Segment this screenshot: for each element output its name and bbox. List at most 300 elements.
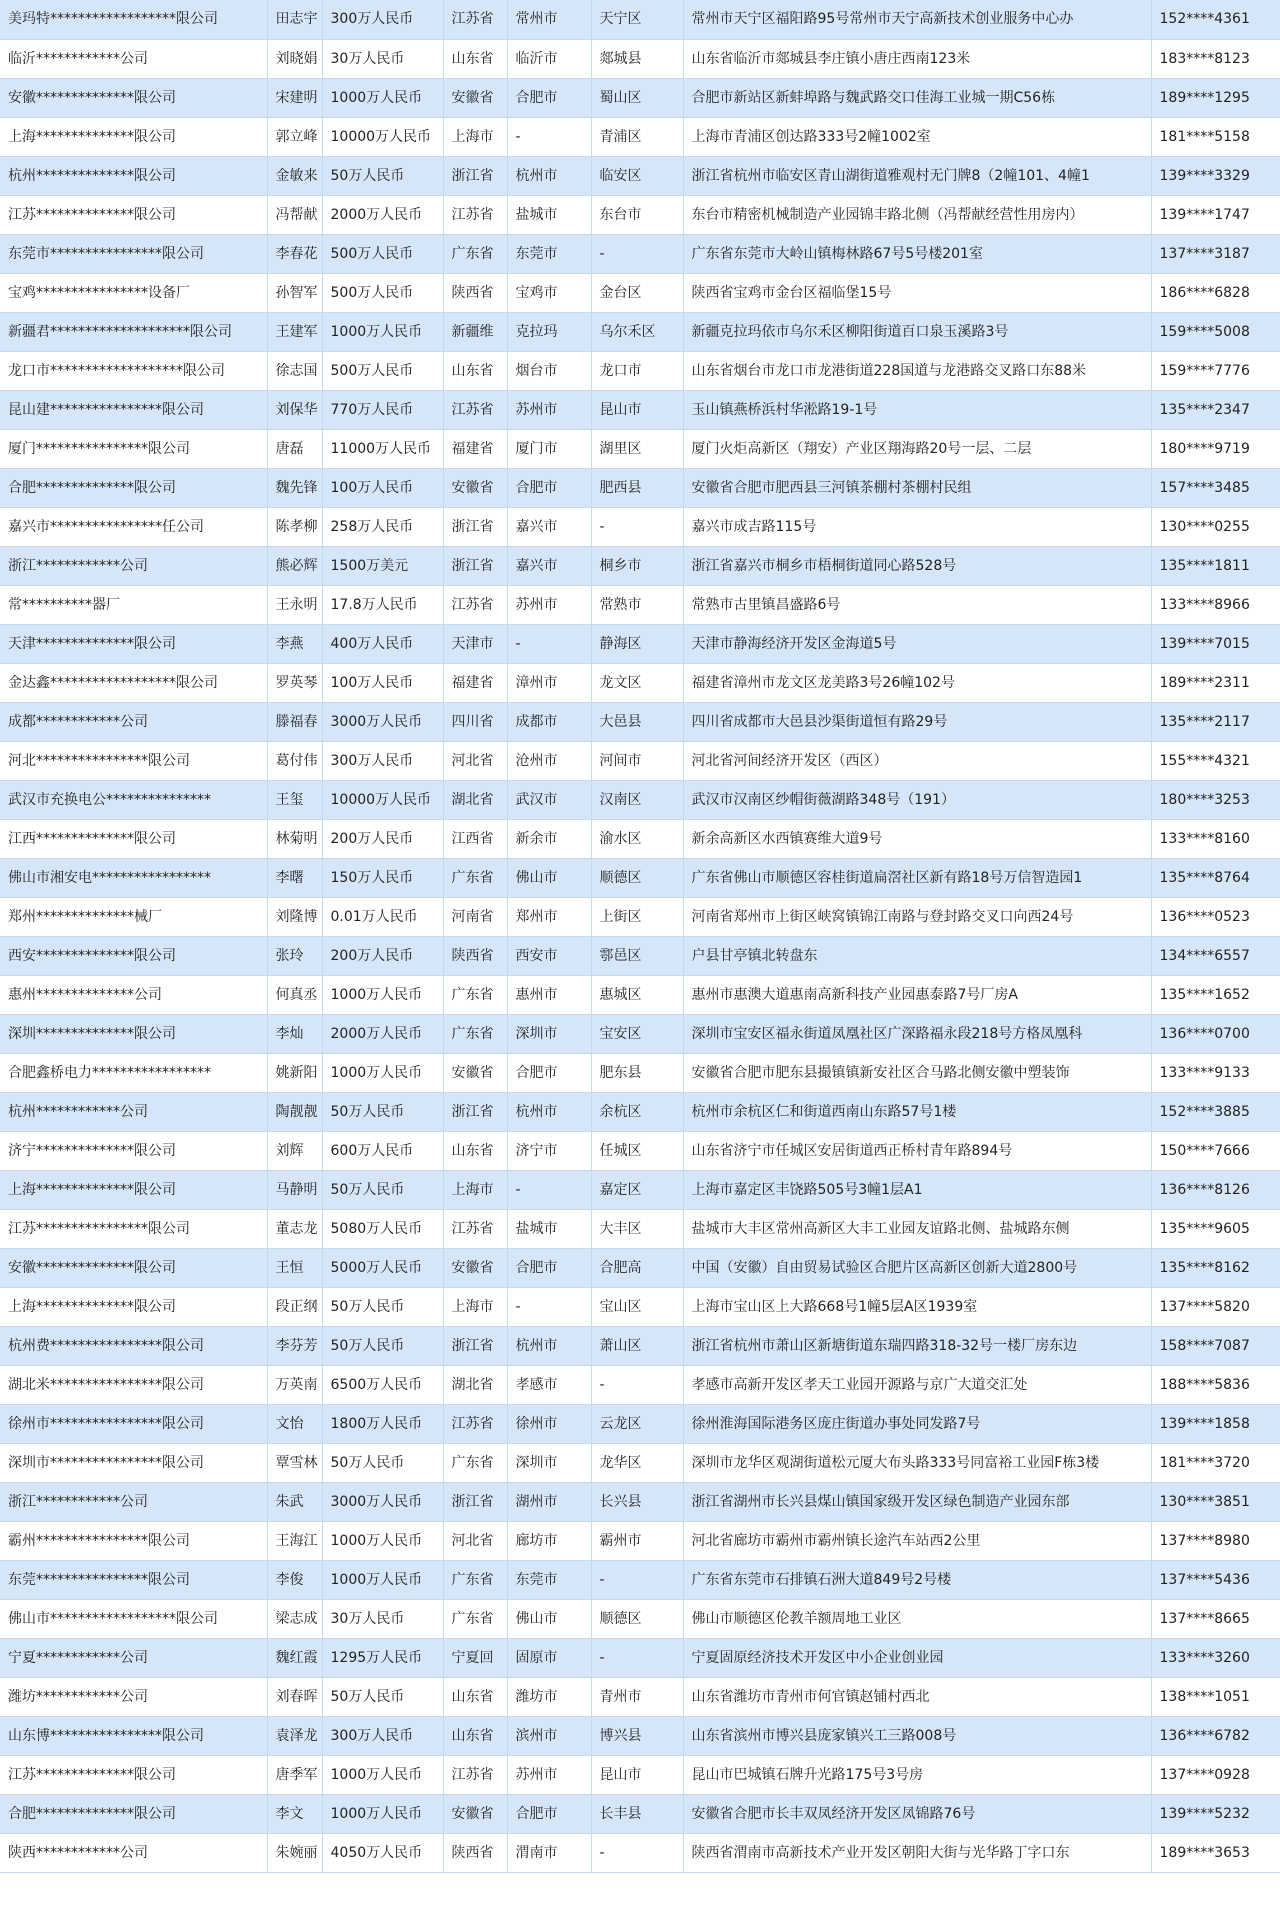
registered-capital-cell: 300万人民币 [322, 1716, 443, 1755]
table-row [0, 273, 1280, 312]
registered-capital-cell: 0.01万人民币 [322, 897, 443, 936]
city-cell: 厦门市 [507, 429, 591, 468]
registered-capital-cell: 1000万人民币 [322, 1053, 443, 1092]
address-cell: 广东省东莞市石排镇石洲大道849号2号楼 [683, 1560, 1151, 1599]
table-row [0, 1716, 1280, 1755]
legal-rep-cell: 李芬芳 [267, 1326, 322, 1365]
table-row [0, 117, 1280, 156]
company-name-cell: 龙口市*******************限公司 [0, 351, 267, 390]
address-cell: 河北省廊坊市霸州市霸州镇长途汽车站西2公里 [683, 1521, 1151, 1560]
table-row [0, 1326, 1280, 1365]
city-cell: 徐州市 [507, 1404, 591, 1443]
table-row [0, 507, 1280, 546]
city-cell: 合肥市 [507, 1248, 591, 1287]
address-cell: 浙江省杭州市临安区青山湖街道雅观村无门牌8（2幢101、4幢1 [683, 156, 1151, 195]
legal-rep-cell: 王海江 [267, 1521, 322, 1560]
company-name-cell: 上海**************限公司 [0, 1170, 267, 1209]
table-row [0, 1053, 1280, 1092]
company-name-cell: 宝鸡****************设备厂 [0, 273, 267, 312]
registered-capital-cell: 17.8万人民币 [322, 585, 443, 624]
legal-rep-cell: 王恒 [267, 1248, 322, 1287]
address-cell: 山东省潍坊市青州市何官镇赵铺村西北 [683, 1677, 1151, 1716]
company-name-cell: 深圳市****************限公司 [0, 1443, 267, 1482]
address-cell: 山东省滨州市博兴县庞家镇兴工三路008号 [683, 1716, 1151, 1755]
phone-cell: 189****3653 [1151, 1833, 1280, 1872]
province-cell: 河北省 [443, 1521, 507, 1560]
address-cell: 佛山市顺德区伦教羊额周地工业区 [683, 1599, 1151, 1638]
table-row [0, 78, 1280, 117]
table-row [0, 1443, 1280, 1482]
table-row [0, 1638, 1280, 1677]
province-cell: 安徽省 [443, 1248, 507, 1287]
table-row [0, 1833, 1280, 1872]
phone-cell: 180****9719 [1151, 429, 1280, 468]
legal-rep-cell: 朱武 [267, 1482, 322, 1521]
legal-rep-cell: 熊必辉 [267, 546, 322, 585]
table-row [0, 156, 1280, 195]
registered-capital-cell: 100万人民币 [322, 663, 443, 702]
legal-rep-cell: 马静明 [267, 1170, 322, 1209]
city-cell: 宝鸡市 [507, 273, 591, 312]
district-cell: 肥东县 [591, 1053, 683, 1092]
address-cell: 四川省成都市大邑县沙渠街道恒有路29号 [683, 702, 1151, 741]
registered-capital-cell: 1000万人民币 [322, 1794, 443, 1833]
company-name-cell: 新疆君********************限公司 [0, 312, 267, 351]
registered-capital-cell: 300万人民币 [322, 0, 443, 39]
address-cell: 天津市静海经济开发区金海道5号 [683, 624, 1151, 663]
province-cell: 宁夏回 [443, 1638, 507, 1677]
legal-rep-cell: 李文 [267, 1794, 322, 1833]
district-cell: 汉南区 [591, 780, 683, 819]
company-name-cell: 上海**************限公司 [0, 1287, 267, 1326]
company-name-cell: 厦门****************限公司 [0, 429, 267, 468]
legal-rep-cell: 金敏来 [267, 156, 322, 195]
district-cell: 萧山区 [591, 1326, 683, 1365]
province-cell: 陕西省 [443, 1833, 507, 1872]
registered-capital-cell: 500万人民币 [322, 351, 443, 390]
city-cell: 临沂市 [507, 39, 591, 78]
city-cell: 合肥市 [507, 468, 591, 507]
city-cell: 成都市 [507, 702, 591, 741]
province-cell: 浙江省 [443, 1326, 507, 1365]
registered-capital-cell: 1800万人民币 [322, 1404, 443, 1443]
district-cell: 渝水区 [591, 819, 683, 858]
legal-rep-cell: 刘春晖 [267, 1677, 322, 1716]
address-cell: 常熟市古里镇昌盛路6号 [683, 585, 1151, 624]
district-cell: 常熟市 [591, 585, 683, 624]
phone-cell: 139****5232 [1151, 1794, 1280, 1833]
registered-capital-cell: 50万人民币 [322, 1677, 443, 1716]
province-cell: 江苏省 [443, 0, 507, 39]
legal-rep-cell: 刘晓娟 [267, 39, 322, 78]
phone-cell: 157****3485 [1151, 468, 1280, 507]
province-cell: 广东省 [443, 1443, 507, 1482]
province-cell: 江苏省 [443, 195, 507, 234]
registered-capital-cell: 10000万人民币 [322, 780, 443, 819]
legal-rep-cell: 林菊明 [267, 819, 322, 858]
district-cell: 青州市 [591, 1677, 683, 1716]
table-row [0, 39, 1280, 78]
company-name-cell: 合肥**************限公司 [0, 1794, 267, 1833]
city-cell: 佛山市 [507, 1599, 591, 1638]
city-cell: 嘉兴市 [507, 507, 591, 546]
address-cell: 武汉市汉南区纱帽街薇湖路348号（191） [683, 780, 1151, 819]
district-cell: 长兴县 [591, 1482, 683, 1521]
city-cell: 深圳市 [507, 1014, 591, 1053]
registered-capital-cell: 500万人民币 [322, 234, 443, 273]
province-cell: 安徽省 [443, 468, 507, 507]
address-cell: 浙江省湖州市长兴县煤山镇国家级开发区绿色制造产业园东部 [683, 1482, 1151, 1521]
district-cell: 金台区 [591, 273, 683, 312]
registered-capital-cell: 1000万人民币 [322, 1560, 443, 1599]
registered-capital-cell: 1000万人民币 [322, 975, 443, 1014]
district-cell: 嘉定区 [591, 1170, 683, 1209]
legal-rep-cell: 张玲 [267, 936, 322, 975]
address-cell: 惠州市惠澳大道惠南高新科技产业园惠泰路7号厂房A [683, 975, 1151, 1014]
city-cell: 东莞市 [507, 234, 591, 273]
province-cell: 安徽省 [443, 1053, 507, 1092]
company-name-cell: 湖北米****************限公司 [0, 1365, 267, 1404]
district-cell: 龙华区 [591, 1443, 683, 1482]
table-row [0, 429, 1280, 468]
registered-capital-cell: 3000万人民币 [322, 702, 443, 741]
legal-rep-cell: 郭立峰 [267, 117, 322, 156]
legal-rep-cell: 姚新阳 [267, 1053, 322, 1092]
company-name-cell: 天津**************限公司 [0, 624, 267, 663]
legal-rep-cell: 田志宇 [267, 0, 322, 39]
table-row [0, 585, 1280, 624]
company-name-cell: 美玛特******************限公司 [0, 0, 267, 39]
phone-cell: 139****7015 [1151, 624, 1280, 663]
province-cell: 福建省 [443, 429, 507, 468]
company-name-cell: 河北****************限公司 [0, 741, 267, 780]
city-cell: - [507, 1287, 591, 1326]
address-cell: 上海市嘉定区丰饶路505号3幢1层A1 [683, 1170, 1151, 1209]
legal-rep-cell: 冯帮献 [267, 195, 322, 234]
registered-capital-cell: 11000万人民币 [322, 429, 443, 468]
phone-cell: 183****8123 [1151, 39, 1280, 78]
legal-rep-cell: 文怡 [267, 1404, 322, 1443]
city-cell: 廊坊市 [507, 1521, 591, 1560]
city-cell: - [507, 1170, 591, 1209]
legal-rep-cell: 唐磊 [267, 429, 322, 468]
city-cell: - [507, 117, 591, 156]
company-name-cell: 霸州****************限公司 [0, 1521, 267, 1560]
district-cell: 云龙区 [591, 1404, 683, 1443]
table-row [0, 234, 1280, 273]
district-cell: 东台市 [591, 195, 683, 234]
address-cell: 杭州市余杭区仁和街道西南山东路57号1楼 [683, 1092, 1151, 1131]
district-cell: 鄠邑区 [591, 936, 683, 975]
city-cell: 西安市 [507, 936, 591, 975]
legal-rep-cell: 陈孝柳 [267, 507, 322, 546]
city-cell: 潍坊市 [507, 1677, 591, 1716]
company-name-cell: 合肥**************限公司 [0, 468, 267, 507]
district-cell: 大丰区 [591, 1209, 683, 1248]
registered-capital-cell: 300万人民币 [322, 741, 443, 780]
table-row [0, 624, 1280, 663]
table-row [0, 1599, 1280, 1638]
table-row [0, 1248, 1280, 1287]
province-cell: 四川省 [443, 702, 507, 741]
registered-capital-cell: 10000万人民币 [322, 117, 443, 156]
phone-cell: 137****0928 [1151, 1755, 1280, 1794]
province-cell: 浙江省 [443, 507, 507, 546]
company-name-cell: 杭州**************限公司 [0, 156, 267, 195]
address-cell: 深圳市龙华区观湖街道松元厦大布头路333号同富裕工业园F栋3楼 [683, 1443, 1151, 1482]
city-cell: 盐城市 [507, 195, 591, 234]
registered-capital-cell: 5000万人民币 [322, 1248, 443, 1287]
registered-capital-cell: 400万人民币 [322, 624, 443, 663]
table-row [0, 1560, 1280, 1599]
company-name-cell: 临沂************公司 [0, 39, 267, 78]
district-cell: 任城区 [591, 1131, 683, 1170]
company-name-cell: 安徽**************限公司 [0, 1248, 267, 1287]
city-cell: 新余市 [507, 819, 591, 858]
registered-capital-cell: 500万人民币 [322, 273, 443, 312]
address-cell: 福建省漳州市龙文区龙美路3号26幢102号 [683, 663, 1151, 702]
address-cell: 户县甘亭镇北转盘东 [683, 936, 1151, 975]
company-name-cell: 杭州************公司 [0, 1092, 267, 1131]
province-cell: 广东省 [443, 1599, 507, 1638]
legal-rep-cell: 董志龙 [267, 1209, 322, 1248]
province-cell: 安徽省 [443, 78, 507, 117]
district-cell: - [591, 234, 683, 273]
phone-cell: 134****6557 [1151, 936, 1280, 975]
province-cell: 山东省 [443, 1716, 507, 1755]
legal-rep-cell: 滕福春 [267, 702, 322, 741]
province-cell: 山东省 [443, 39, 507, 78]
address-cell: 东台市精密机械制造产业园锦丰路北侧（冯帮献经营性用房内） [683, 195, 1151, 234]
company-name-cell: 合肥鑫桥电力***************** [0, 1053, 267, 1092]
legal-rep-cell: 李春花 [267, 234, 322, 273]
legal-rep-cell: 魏先锋 [267, 468, 322, 507]
district-cell: - [591, 1365, 683, 1404]
table-row [0, 1794, 1280, 1833]
registered-capital-cell: 50万人民币 [322, 1092, 443, 1131]
legal-rep-cell: 段正纲 [267, 1287, 322, 1326]
phone-cell: 135****9605 [1151, 1209, 1280, 1248]
legal-rep-cell: 万英南 [267, 1365, 322, 1404]
province-cell: 上海市 [443, 117, 507, 156]
legal-rep-cell: 袁泽龙 [267, 1716, 322, 1755]
phone-cell: 133****8160 [1151, 819, 1280, 858]
legal-rep-cell: 李曙 [267, 858, 322, 897]
company-name-cell: 深圳**************限公司 [0, 1014, 267, 1053]
district-cell: 蜀山区 [591, 78, 683, 117]
city-cell: - [507, 624, 591, 663]
address-cell: 河北省河间经济开发区（西区） [683, 741, 1151, 780]
city-cell: 烟台市 [507, 351, 591, 390]
province-cell: 安徽省 [443, 1794, 507, 1833]
province-cell: 新疆维 [443, 312, 507, 351]
table-row [0, 741, 1280, 780]
province-cell: 山东省 [443, 1677, 507, 1716]
legal-rep-cell: 陶靓靓 [267, 1092, 322, 1131]
district-cell: - [591, 1833, 683, 1872]
phone-cell: 136****0523 [1151, 897, 1280, 936]
district-cell: 湖里区 [591, 429, 683, 468]
company-name-cell: 佛山市湘安电***************** [0, 858, 267, 897]
registered-capital-cell: 3000万人民币 [322, 1482, 443, 1521]
registered-capital-cell: 50万人民币 [322, 1170, 443, 1209]
address-cell: 昆山市巴城镇石牌升光路175号3号房 [683, 1755, 1151, 1794]
phone-cell: 152****3885 [1151, 1092, 1280, 1131]
province-cell: 山东省 [443, 351, 507, 390]
address-cell: 安徽省合肥市肥东县撮镇镇新安社区合马路北侧安徽中塑装饰 [683, 1053, 1151, 1092]
company-name-cell: 山东博****************限公司 [0, 1716, 267, 1755]
city-cell: 固原市 [507, 1638, 591, 1677]
phone-cell: 135****8764 [1151, 858, 1280, 897]
address-cell: 安徽省合肥市长丰双凤经济开发区凤锦路76号 [683, 1794, 1151, 1833]
phone-cell: 139****1858 [1151, 1404, 1280, 1443]
address-cell: 浙江省杭州市萧山区新塘街道东瑞四路318-32号一楼厂房东边 [683, 1326, 1151, 1365]
province-cell: 浙江省 [443, 1482, 507, 1521]
registered-capital-cell: 50万人民币 [322, 1326, 443, 1365]
legal-rep-cell: 葛付伟 [267, 741, 322, 780]
address-cell: 盐城市大丰区常州高新区大丰工业园友谊路北侧、盐城路东侧 [683, 1209, 1151, 1248]
phone-cell: 135****2117 [1151, 702, 1280, 741]
district-cell: 乌尔禾区 [591, 312, 683, 351]
province-cell: 陕西省 [443, 273, 507, 312]
legal-rep-cell: 朱婉丽 [267, 1833, 322, 1872]
phone-cell: 135****8162 [1151, 1248, 1280, 1287]
legal-rep-cell: 魏红霞 [267, 1638, 322, 1677]
district-cell: - [591, 1638, 683, 1677]
registered-capital-cell: 200万人民币 [322, 936, 443, 975]
table-row [0, 975, 1280, 1014]
table-row [0, 897, 1280, 936]
company-name-cell: 杭州费****************限公司 [0, 1326, 267, 1365]
legal-rep-cell: 李俊 [267, 1560, 322, 1599]
table-row [0, 1014, 1280, 1053]
city-cell: 滨州市 [507, 1716, 591, 1755]
province-cell: 天津市 [443, 624, 507, 663]
district-cell: - [591, 1560, 683, 1599]
registered-capital-cell: 600万人民币 [322, 1131, 443, 1170]
legal-rep-cell: 宋建明 [267, 78, 322, 117]
address-cell: 广东省佛山市顺德区容桂街道扁滘社区新有路18号万信智造园1 [683, 858, 1151, 897]
legal-rep-cell: 李燕 [267, 624, 322, 663]
company-name-cell: 江西**************限公司 [0, 819, 267, 858]
table-row [0, 1170, 1280, 1209]
province-cell: 江苏省 [443, 585, 507, 624]
legal-rep-cell: 何真丞 [267, 975, 322, 1014]
district-cell: 宝山区 [591, 1287, 683, 1326]
district-cell: 青浦区 [591, 117, 683, 156]
phone-cell: 139****3329 [1151, 156, 1280, 195]
registered-capital-cell: 1000万人民币 [322, 312, 443, 351]
city-cell: 湖州市 [507, 1482, 591, 1521]
table-row [0, 312, 1280, 351]
city-cell: 苏州市 [507, 585, 591, 624]
legal-rep-cell: 徐志国 [267, 351, 322, 390]
city-cell: 嘉兴市 [507, 546, 591, 585]
table-row [0, 780, 1280, 819]
address-cell: 厦门火炬高新区（翔安）产业区翔海路20号一层、二层 [683, 429, 1151, 468]
district-cell: 昆山市 [591, 1755, 683, 1794]
company-name-cell: 济宁**************限公司 [0, 1131, 267, 1170]
district-cell: 上街区 [591, 897, 683, 936]
phone-cell: 189****2311 [1151, 663, 1280, 702]
address-cell: 山东省临沂市郯城县李庄镇小唐庄西南123米 [683, 39, 1151, 78]
address-cell: 深圳市宝安区福永街道凤凰社区广深路福永段218号方格凤凰科 [683, 1014, 1151, 1053]
district-cell: 静海区 [591, 624, 683, 663]
phone-cell: 188****5836 [1151, 1365, 1280, 1404]
table-row [0, 858, 1280, 897]
address-cell: 河南省郑州市上街区峡窝镇锦江南路与登封路交叉口向西24号 [683, 897, 1151, 936]
city-cell: 杭州市 [507, 1326, 591, 1365]
phone-cell: 137****8980 [1151, 1521, 1280, 1560]
city-cell: 苏州市 [507, 390, 591, 429]
province-cell: 广东省 [443, 1014, 507, 1053]
company-name-cell: 郑州**************械厂 [0, 897, 267, 936]
company-name-cell: 东莞市****************限公司 [0, 234, 267, 273]
address-cell: 山东省烟台市龙口市龙港街道228国道与龙港路交叉路口东88米 [683, 351, 1151, 390]
phone-cell: 130****0255 [1151, 507, 1280, 546]
province-cell: 浙江省 [443, 546, 507, 585]
table-row [0, 351, 1280, 390]
legal-rep-cell: 王建军 [267, 312, 322, 351]
phone-cell: 135****2347 [1151, 390, 1280, 429]
province-cell: 山东省 [443, 1131, 507, 1170]
company-name-cell: 东莞****************限公司 [0, 1560, 267, 1599]
company-name-cell: 昆山建****************限公司 [0, 390, 267, 429]
city-cell: 盐城市 [507, 1209, 591, 1248]
company-name-cell: 惠州**************公司 [0, 975, 267, 1014]
company-name-cell: 江苏**************限公司 [0, 195, 267, 234]
district-cell: 霸州市 [591, 1521, 683, 1560]
phone-cell: 181****5158 [1151, 117, 1280, 156]
address-cell: 浙江省嘉兴市桐乡市梧桐街道同心路528号 [683, 546, 1151, 585]
city-cell: 常州市 [507, 0, 591, 39]
address-cell: 孝感市高新开发区孝天工业园开源路与京广大道交汇处 [683, 1365, 1151, 1404]
district-cell: 龙口市 [591, 351, 683, 390]
address-cell: 徐州淮海国际港务区庞庄街道办事处同发路7号 [683, 1404, 1151, 1443]
registered-capital-cell: 1000万人民币 [322, 1521, 443, 1560]
company-name-cell: 陕西************公司 [0, 1833, 267, 1872]
company-name-cell: 成都************公司 [0, 702, 267, 741]
province-cell: 上海市 [443, 1170, 507, 1209]
district-cell: 惠城区 [591, 975, 683, 1014]
district-cell: 余杭区 [591, 1092, 683, 1131]
company-name-cell: 浙江************公司 [0, 546, 267, 585]
registered-capital-cell: 150万人民币 [322, 858, 443, 897]
city-cell: 佛山市 [507, 858, 591, 897]
table-row [0, 702, 1280, 741]
province-cell: 上海市 [443, 1287, 507, 1326]
district-cell: 龙文区 [591, 663, 683, 702]
city-cell: 沧州市 [507, 741, 591, 780]
city-cell: 合肥市 [507, 1053, 591, 1092]
phone-cell: 137****3187 [1151, 234, 1280, 273]
province-cell: 广东省 [443, 1560, 507, 1599]
table-row [0, 819, 1280, 858]
province-cell: 陕西省 [443, 936, 507, 975]
province-cell: 江苏省 [443, 390, 507, 429]
legal-rep-cell: 刘保华 [267, 390, 322, 429]
table-row [0, 1209, 1280, 1248]
registered-capital-cell: 50万人民币 [322, 1287, 443, 1326]
address-cell: 山东省济宁市任城区安居街道西正桥村青年路894号 [683, 1131, 1151, 1170]
district-cell: 桐乡市 [591, 546, 683, 585]
address-cell: 陕西省宝鸡市金台区福临堡15号 [683, 273, 1151, 312]
registered-capital-cell: 50万人民币 [322, 1443, 443, 1482]
phone-cell: 159****5008 [1151, 312, 1280, 351]
province-cell: 河南省 [443, 897, 507, 936]
province-cell: 浙江省 [443, 1092, 507, 1131]
phone-cell: 155****4321 [1151, 741, 1280, 780]
